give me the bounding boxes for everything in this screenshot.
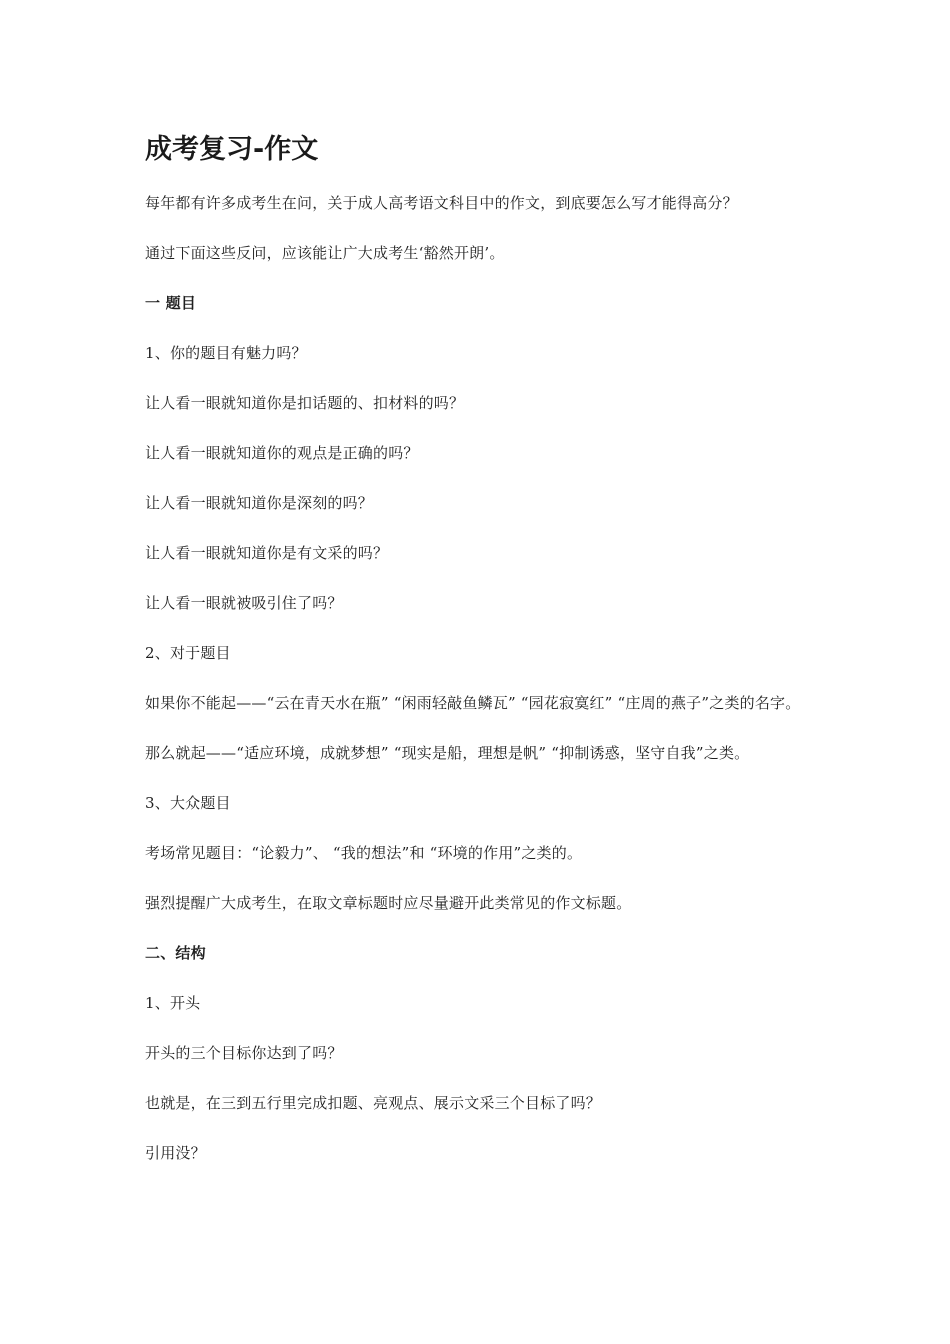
paragraph: 1、开头 <box>145 994 201 1012</box>
section-heading: 二、结构 <box>145 944 206 962</box>
paragraph: 通过下面这些反问，应该能让广大成考生‘豁然开朗’。 <box>145 244 505 262</box>
paragraph: 让人看一眼就知道你是有文采的吗？ <box>145 544 389 562</box>
document-title: 成考复习-作文 <box>145 134 319 165</box>
document-body <box>145 130 810 1191</box>
paragraph: 2、对于题目 <box>145 644 231 662</box>
paragraph: 3、大众题目 <box>145 794 231 812</box>
paragraph: 那么就起——“适应环境，成就梦想” “现实是船，理想是帆” “抑制诱惑，坚守自我”之类。 <box>145 744 750 762</box>
paragraph: 让人看一眼就知道你的观点是正确的吗？ <box>145 444 419 462</box>
paragraph: 让人看一眼就被吸引住了吗？ <box>145 594 343 612</box>
paragraph: 让人看一眼就知道你是深刻的吗？ <box>145 494 374 512</box>
paragraph: 考场常见题目：“论毅力”、 “我的想法”和 “环境的作用”之类的。 <box>145 844 583 862</box>
paragraph: 1、你的题目有魅力吗？ <box>145 344 307 362</box>
section-heading: 一 题目 <box>145 294 197 312</box>
paragraph: 引用没？ <box>145 1144 206 1162</box>
paragraph: 如果你不能起——“云在青天水在瓶” “闲雨轻敲鱼鳞瓦” “园花寂寞红” “庄周的燕子”之类的名字。 <box>145 694 801 712</box>
paragraph-list <box>145 191 810 1166</box>
paragraph: 强烈提醒广大成考生，在取文章标题时应尽量避开此类常见的作文标题。 <box>145 894 632 912</box>
paragraph: 也就是，在三到五行里完成扣题、亮观点、展示文采三个目标了吗？ <box>145 1094 602 1112</box>
paragraph: 让人看一眼就知道你是扣话题的、扣材料的吗？ <box>145 394 465 412</box>
paragraph: 开头的三个目标你达到了吗？ <box>145 1044 343 1062</box>
paragraph: 每年都有许多成考生在问，关于成人高考语文科目中的作文，到底要怎么写才能得高分？ <box>145 194 738 212</box>
